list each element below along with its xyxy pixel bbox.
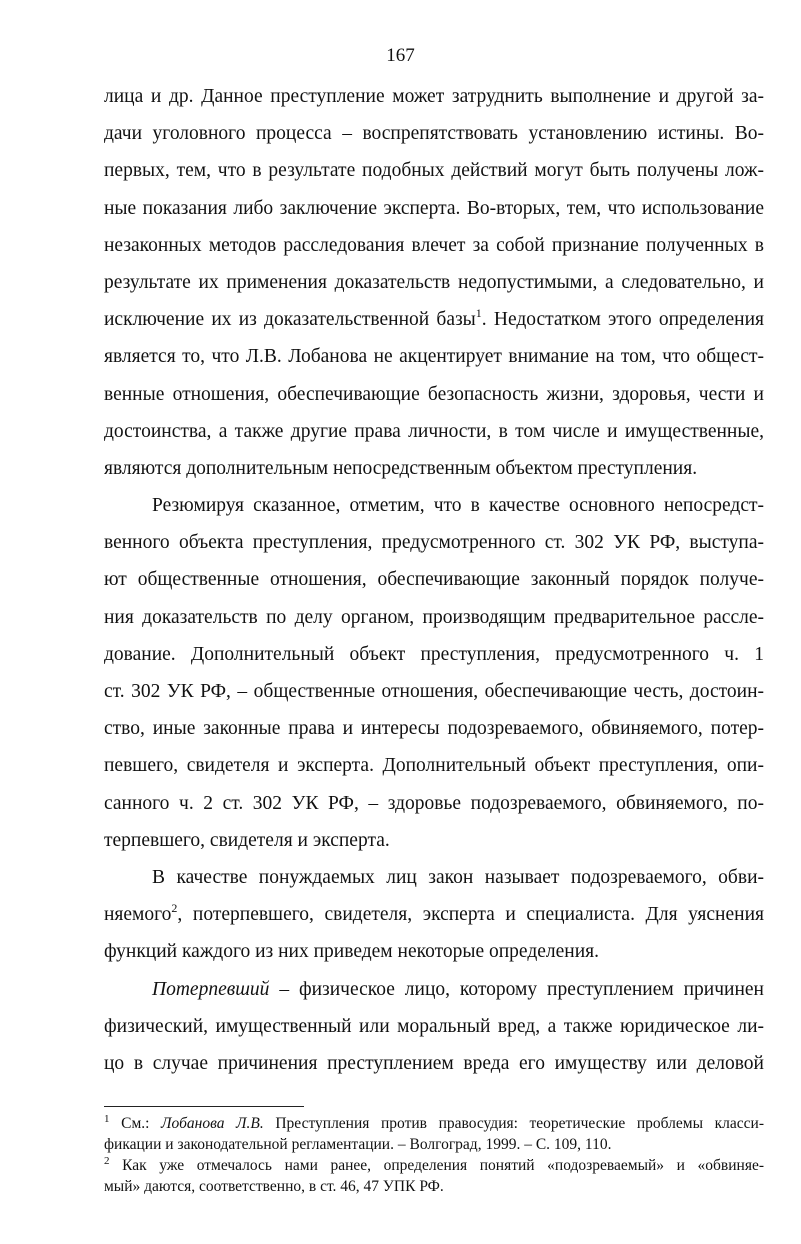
footnote-line: [104, 1113, 764, 1134]
text-line: ния доказательств по делу органом, производящим предварительное рассле-: [104, 606, 764, 628]
text-line: незаконных методов расследования влечет за собой признание полученных в: [104, 234, 764, 256]
paragraph-3: [104, 859, 764, 971]
footnote-ref-1: 1: [475, 306, 482, 321]
text-line: лица и др. Данное преступление может затруднить выполнение и другой за-: [104, 86, 764, 107]
text-segment: . Недостатком этого определения: [481, 309, 764, 331]
text-segment: См.:: [109, 1115, 162, 1132]
text-line: ные показания либо заключение эксперта. Во-вторых, тем, что использование: [104, 197, 764, 219]
defined-term: Потерпевший: [152, 978, 270, 1000]
footnote-mark: 1: [104, 1113, 110, 1125]
footnote-mark: 2: [104, 1155, 110, 1167]
text-line: ют общественные отношения, обеспечивающие законный порядок получе-: [104, 569, 764, 591]
text-line: [104, 971, 764, 1008]
footnote-1: [104, 1113, 764, 1155]
text-line: цо в случае причинения преступлением вреда его имуществу или деловой: [104, 1052, 764, 1074]
text-line: результате их применения доказательств недопустимыми, а следовательно, и: [104, 271, 764, 293]
text-line: ст. 302 УК РФ, – общественные отношения, обеспечивающие честь, достоин-: [104, 681, 764, 702]
text-segment: исключение их из доказательственной базы: [104, 309, 476, 331]
text-line: достоинства, а также другие права личности, в том числе и имущественные,: [104, 420, 764, 442]
text-line: певшего, свидетеля и эксперта. Дополнительный объект преступления, опи-: [104, 755, 764, 777]
text-segment: Преступления против правосудия: теоретические проблемы класси-: [263, 1115, 764, 1132]
page-number: 167: [386, 45, 415, 66]
text-line: ство, иные законные права и интересы подозреваемого, обвиняемого, потер-: [104, 718, 764, 740]
paragraph-2: [104, 487, 764, 859]
text-line: венные отношения, обеспечивающие безопасность жизни, здоровья, чести и: [104, 383, 764, 405]
text-line: венного объекта преступления, предусмотренного ст. 302 УК РФ, выступа-: [104, 532, 764, 554]
text-segment: няемого: [104, 904, 172, 926]
paragraph-1: [104, 78, 764, 487]
text-line: являются дополнительным непосредственным объектом преступления.: [104, 457, 698, 479]
footnote-ref-2: 2: [171, 901, 178, 916]
footnotes: [104, 1113, 764, 1197]
text-line: функций каждого из них приведем некоторые определения.: [104, 941, 599, 963]
text-line: дование. Дополнительный объект преступления, предусмотренного ч. 1: [104, 643, 764, 665]
text-line: является то, что Л.В. Лобанова не акцентирует внимание на том, что общест-: [104, 346, 764, 368]
text-line: [104, 896, 764, 933]
text-segment: , потерпевшего, свидетеля, эксперта и специалиста. Для уяснения: [177, 904, 764, 926]
footnote-2: [104, 1155, 764, 1197]
text-line: [104, 301, 764, 338]
footnote-line: фикации и законодательной регламентации. – Волгоград, 1999. – С. 109, 110.: [104, 1136, 612, 1153]
text-line: физический, имущественный или моральный вред, а также юридическое ли-: [104, 1015, 764, 1037]
text-line: В качестве понуждаемых лиц закон называет подозреваемого, обви-: [152, 866, 764, 888]
footnote-line: мый» даются, соответственно, в ст. 46, 47 УПК РФ.: [104, 1178, 444, 1195]
text-segment: Как уже отмечалось нами ранее, определения понятий «подозреваемый» и «обвиняе-: [109, 1157, 764, 1174]
text-line: Резюмируя сказанное, отметим, что в качестве основного непосредст-: [152, 495, 764, 517]
paragraph-4: [104, 971, 764, 1083]
footnote-separator: [104, 1106, 304, 1107]
text-segment: – физическое лицо, которому преступлением причинен: [269, 978, 764, 1000]
footnote-author: Лобанова Л.В.: [161, 1115, 264, 1132]
footnote-line: [104, 1155, 764, 1176]
text-line: дачи уголовного процесса – воспрепятствовать установлению истины. Во-: [104, 123, 764, 145]
body-text: [104, 78, 764, 1082]
text-line: санного ч. 2 ст. 302 УК РФ, – здоровье подозреваемого, обвиняемого, по-: [104, 792, 764, 814]
text-line: первых, тем, что в результате подобных действий могут быть получены лож-: [104, 160, 764, 182]
text-line: терпевшего, свидетеля и эксперта.: [104, 829, 390, 851]
